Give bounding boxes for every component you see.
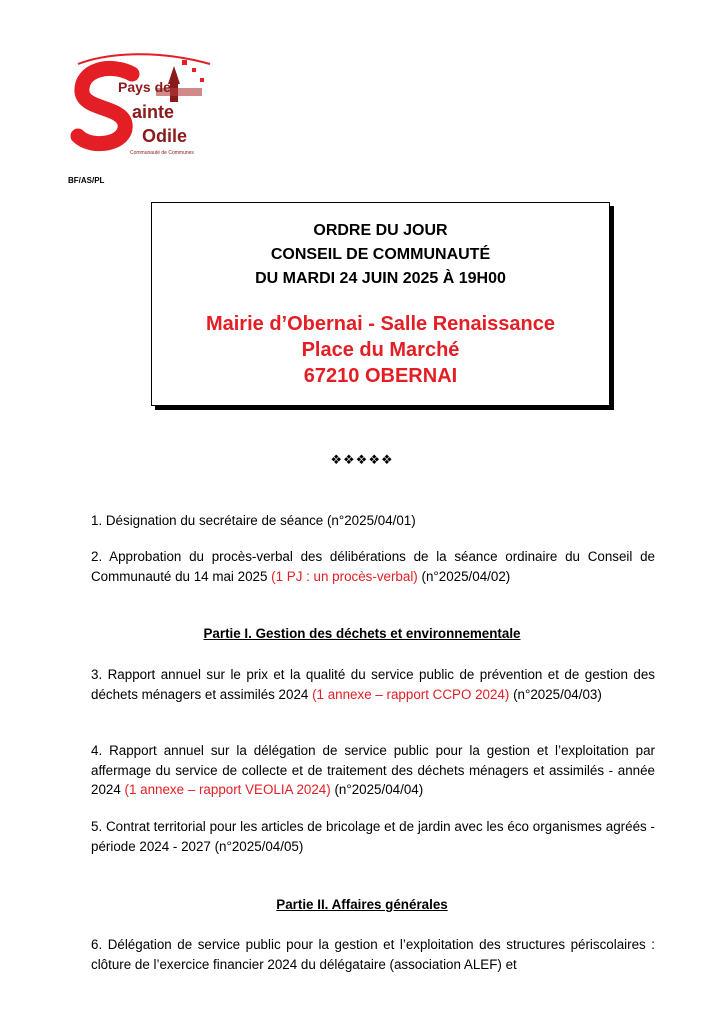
item-4-attachment: (1 annexe – rapport VEOLIA 2024) <box>124 782 331 797</box>
document-reference: BF/AS/PL <box>68 176 105 185</box>
agenda-item-1: 1. Désignation du secrétaire de séance (n°2025/04/01) <box>91 513 416 528</box>
logo-text-line1: Pays de <box>118 79 171 95</box>
agenda-item-4 <box>91 741 655 800</box>
item-4-text: 4. Rapport annuel sur la délégation de service public pour la gestion et l’exploitation par affermage du service de collecte et de traitement des déchets ménagers et assimilés - année 2024 <box>91 743 655 797</box>
logo-text-line2: ainte <box>132 102 175 122</box>
agenda-item-6: 6. Délégation de service public pour la gestion et l’exploitation des structures périscolaires : clôture de l’exercice financier 2024 du délégataire (association ALEF) et <box>91 937 655 972</box>
agenda-title: ORDRE DU JOUR <box>313 222 448 239</box>
title-box <box>151 202 610 406</box>
meeting-date: DU MARDI 24 JUIN 2025 À 19H00 <box>255 270 506 287</box>
venue-street: Place du Marché <box>301 339 460 361</box>
venue-name: Mairie d’Obernai - Salle Renaissance <box>205 313 556 335</box>
section-title-part-2: Partie II. Affaires générales <box>276 897 448 912</box>
item-2-number: (n°2025/04/02) <box>417 568 511 584</box>
agenda-item-3 <box>91 665 655 704</box>
item-3-attachment: (1 annexe – rapport CCPO 2024) <box>312 686 510 702</box>
agenda-item-2 <box>91 547 655 586</box>
venue-city: 67210 OBERNAI <box>303 365 458 387</box>
agenda-item-5: 5. Contrat territorial pour les articles de bricolage et de jardin avec les éco organismes agréés - période 2024 - 2027 (n°2025/04/05) <box>91 819 655 854</box>
council-title: CONSEIL DE COMMUNAUTÉ <box>270 246 491 263</box>
item-2-attachment: (1 PJ : un procès-verbal) <box>271 568 418 584</box>
pays-sainte-odile-logo <box>70 52 220 162</box>
separator-ornament: ❖❖❖❖❖ <box>330 452 394 467</box>
item-4-number: (n°2025/04/04) <box>330 782 424 797</box>
item-3-number: (n°2025/04/03) <box>509 686 602 702</box>
section-title-part-1: Partie I. Gestion des déchets et environnementale <box>203 626 521 641</box>
item-2-text: 2. Approbation du procès-verbal des délibérations de la séance ordinaire du Conseil de Communauté du 14 mai 2025 <box>91 549 655 584</box>
item-3-text: 3. Rapport annuel sur le prix et la qualité du service public de prévention et de gestion des déchets ménagers et assimilés 2024 <box>91 667 655 702</box>
logo-text-line4: Communauté de Communes <box>130 150 194 156</box>
logo-text-line3: Odile <box>142 126 188 146</box>
